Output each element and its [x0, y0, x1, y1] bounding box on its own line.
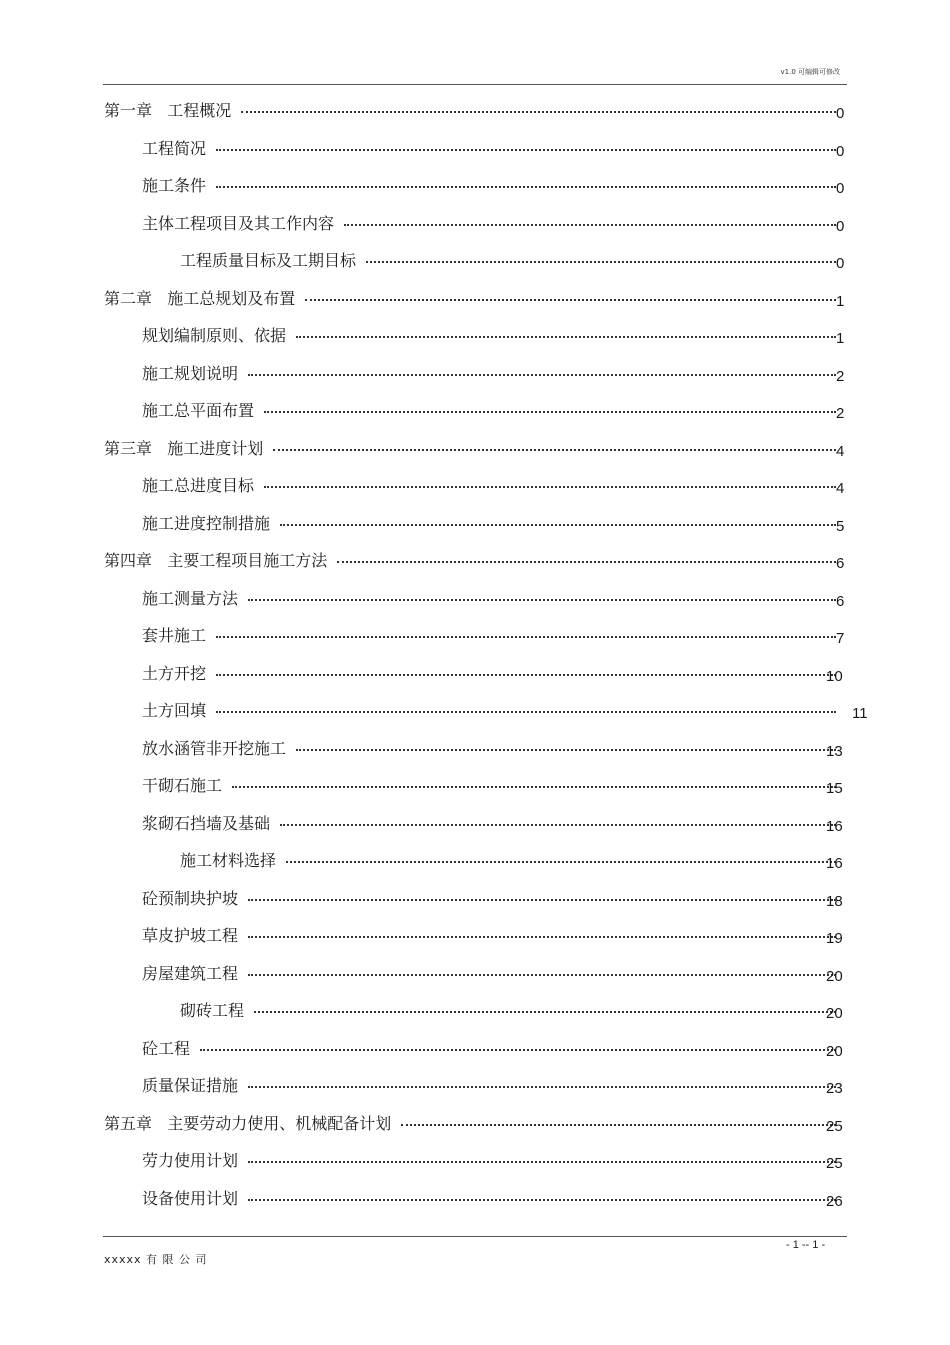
toc-entry-page: 2: [836, 367, 845, 385]
toc-entry-title: 施工条件: [142, 176, 207, 195]
toc-entry[interactable]: [0, 511, 950, 537]
toc-entry-title: 干砌石施工: [142, 776, 223, 795]
toc-entry-title: 土方回填: [142, 701, 207, 720]
toc-entry-page: 1: [836, 292, 845, 310]
toc-entry[interactable]: [0, 736, 950, 762]
toc-entry-title: 第五章 主要劳动力使用、机械配备计划: [104, 1113, 392, 1133]
toc-entry-leader: [216, 711, 836, 713]
toc-entry-leader: [273, 449, 836, 451]
toc-entry[interactable]: [0, 1036, 950, 1062]
toc-entry-leader: [248, 936, 836, 938]
toc-entry[interactable]: [0, 848, 950, 874]
toc-entry-page: 18: [826, 892, 843, 910]
toc-entry-title: 施工总平面布置: [142, 401, 255, 420]
toc-entry-title: 工程质量目标及工期目标: [180, 251, 357, 270]
footer-company-name: xxxxx 有 限 公 司: [104, 1253, 208, 1266]
toc-entry-page: 25: [826, 1155, 843, 1172]
toc-entry-leader: [216, 674, 836, 676]
toc-entry-page: 4: [836, 480, 845, 497]
toc-entry-leader: [248, 974, 836, 976]
toc-entry-title: 放水涵管非开挖施工: [142, 738, 287, 758]
toc-entry-page: 0: [836, 105, 845, 122]
toc-entry[interactable]: [0, 211, 950, 237]
toc-entry[interactable]: [0, 361, 950, 387]
toc-entry-leader: [401, 1124, 836, 1126]
toc-entry-page: 20: [826, 1005, 843, 1022]
toc-entry[interactable]: [0, 136, 950, 162]
toc-entry-page: 0: [836, 255, 845, 272]
toc-entry-page: 7: [836, 630, 845, 647]
toc-entry-page: 16: [826, 855, 843, 872]
toc-entry-page: 20: [826, 1042, 843, 1060]
toc-entry-leader: [216, 636, 836, 638]
toc-entry-title: 设备使用计划: [142, 1188, 239, 1208]
toc-entry-leader: [264, 411, 836, 413]
toc-entry-leader: [248, 374, 836, 376]
toc-entry[interactable]: [0, 1111, 950, 1137]
toc-entry[interactable]: [0, 1073, 950, 1099]
toc-entry-page: 1: [836, 330, 845, 347]
toc-entry-title: 第一章 工程概况: [104, 101, 232, 120]
toc-entry[interactable]: [0, 661, 950, 687]
toc-entry-title: 施工材料选择: [180, 851, 277, 870]
toc-entry-page: 19: [826, 930, 843, 947]
toc-entry-page: 13: [826, 742, 843, 760]
toc-entry-page: 6: [836, 592, 845, 610]
toc-entry-title: 第四章 主要工程项目施工方法: [104, 551, 328, 570]
toc-entry-leader: [254, 1011, 836, 1013]
toc-entry-leader: [216, 186, 836, 188]
toc-entry[interactable]: [0, 998, 950, 1024]
toc-entry[interactable]: [0, 698, 950, 724]
toc-entry[interactable]: [0, 586, 950, 612]
toc-entry-page: 6: [836, 555, 845, 572]
toc-entry-title: 质量保证措施: [142, 1076, 239, 1095]
header-version-note: v1.0 可编辑可修改: [780, 68, 840, 76]
toc-entry[interactable]: [0, 1148, 950, 1174]
toc-entry-page: 10: [826, 667, 843, 685]
toc-entry[interactable]: [0, 923, 950, 949]
toc-entry-page: 4: [836, 442, 845, 460]
toc-entry-leader: [248, 599, 836, 601]
toc-entry-leader: [216, 149, 836, 151]
toc-entry-title: 房屋建筑工程: [142, 963, 239, 983]
toc-entry-title: 施工规划说明: [142, 363, 239, 383]
header-divider: [103, 84, 847, 85]
toc-entry[interactable]: [0, 248, 950, 274]
toc-entry-leader: [241, 111, 836, 113]
toc-entry-title: 砼工程: [142, 1038, 191, 1058]
toc-entry[interactable]: [0, 398, 950, 424]
toc-entry-page: 20: [826, 967, 843, 985]
toc-entry-page: 11: [852, 705, 868, 722]
toc-entry[interactable]: [0, 1186, 950, 1212]
toc-entry[interactable]: [0, 623, 950, 649]
toc-entry-title: 土方开挖: [142, 663, 207, 683]
toc-entry-leader: [296, 336, 836, 338]
toc-entry-title: 第三章 施工进度计划: [104, 438, 264, 458]
toc-entry-title: 施工测量方法: [142, 588, 239, 608]
toc-entry[interactable]: [0, 286, 950, 312]
footer-divider: [103, 1236, 847, 1237]
toc-entry[interactable]: [0, 98, 950, 124]
toc-entry-page: 0: [836, 217, 845, 235]
toc-entry-title: 规划编制原则、依据: [142, 326, 287, 345]
toc-entry[interactable]: [0, 773, 950, 799]
toc-entry-leader: [264, 486, 836, 488]
toc-entry-page: 15: [826, 780, 843, 797]
toc-entry-leader: [248, 1161, 836, 1163]
toc-entry-leader: [248, 1199, 836, 1201]
toc-entry-leader: [296, 749, 836, 751]
toc-entry-leader: [280, 524, 836, 526]
toc-entry-title: 主体工程项目及其工作内容: [142, 213, 335, 233]
toc-entry-title: 工程简况: [142, 138, 207, 158]
toc-entry-title: 浆砌石挡墙及基础: [142, 813, 271, 833]
toc-entry[interactable]: [0, 436, 950, 462]
toc-entry-title: 套井施工: [142, 626, 207, 645]
toc-entry-leader: [280, 824, 836, 826]
toc-entry-title: 砼预制块护坡: [142, 888, 239, 908]
toc-entry-leader: [337, 561, 836, 563]
toc-entry-page: 5: [836, 517, 845, 535]
toc-entry[interactable]: [0, 323, 950, 349]
toc-entry-leader: [286, 861, 836, 863]
footer-page-number: - 1 -- 1 -: [786, 1239, 826, 1251]
toc-entry-page: 0: [836, 142, 845, 160]
toc-entry-leader: [366, 261, 836, 263]
toc-entry-title: 施工总进度目标: [142, 476, 255, 495]
toc-entry-title: 草皮护坡工程: [142, 926, 239, 945]
toc-entry[interactable]: [0, 548, 950, 574]
toc-entry[interactable]: [0, 173, 950, 199]
toc-entry-page: 16: [826, 817, 843, 835]
toc-entry-leader: [344, 224, 836, 226]
toc-entry[interactable]: [0, 886, 950, 912]
toc-entry-title: 第二章 施工总规划及布置: [104, 288, 296, 308]
toc-entry[interactable]: [0, 473, 950, 499]
toc-entry[interactable]: [0, 961, 950, 987]
toc-entry-leader: [248, 1086, 836, 1088]
toc-entry-leader: [200, 1049, 836, 1051]
toc-entry-title: 施工进度控制措施: [142, 513, 271, 533]
toc-entry-title: 砌砖工程: [180, 1001, 245, 1020]
toc-entry-page: 2: [836, 405, 845, 422]
toc-entry-page: 25: [826, 1117, 843, 1135]
toc-entry-page: 23: [826, 1080, 843, 1097]
toc-entry[interactable]: [0, 811, 950, 837]
toc-entry-page: 0: [836, 180, 845, 197]
toc-entry-leader: [248, 899, 836, 901]
toc-entry-leader: [232, 786, 836, 788]
toc-entry-leader: [305, 299, 836, 301]
toc-entry-title: 劳力使用计划: [142, 1151, 239, 1170]
toc-entry-page: 26: [826, 1192, 843, 1210]
